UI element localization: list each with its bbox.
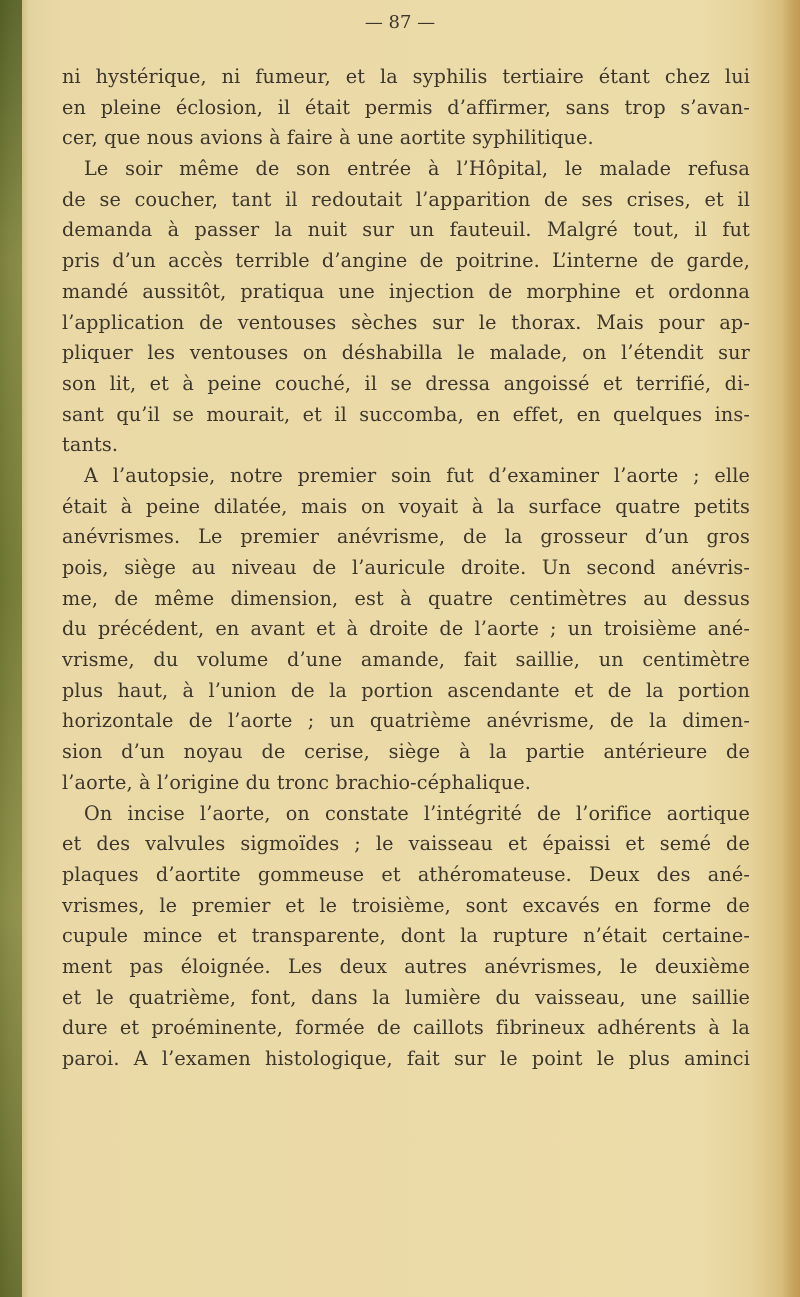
text-line: pliquer les ventouses on déshabilla le malade, on l’étendit sur <box>62 341 750 365</box>
text-line: cer, que nous avions à faire à une aortite syphilitique. <box>62 126 594 150</box>
book-spine-shadow <box>0 0 22 1297</box>
text-line: de se coucher, tant il redoutait l’apparition de ses crises, et il <box>62 187 750 211</box>
text-line: dure et proéminente, formée de caillots fibrineux adhérents à la <box>62 1016 750 1040</box>
text-line: cupule mince et transparente, dont la rupture n’était certaine- <box>62 924 750 948</box>
text-line: mandé aussitôt, pratiqua une injection de morphine et ordonna <box>62 279 750 303</box>
text-line: paroi. A l’examen histologique, fait sur le point le plus aminci <box>62 1047 750 1070</box>
text-line: l’aorte, à l’origine du tronc brachio-céphalique. <box>62 770 531 794</box>
text-line: On incise l’aorte, on constate l’intégrité de l’orifice aortique <box>84 801 750 825</box>
text-line: vrismes, le premier et le troisième, sont excavés en forme de <box>62 893 750 917</box>
text-line: sion d’un noyau de cerise, siège à la partie antérieure de <box>62 740 750 764</box>
body-text <box>62 62 750 1075</box>
text-line: pris d’un accès terrible d’angine de poitrine. L’interne de garde, <box>62 249 750 273</box>
page-edge-shadow <box>782 0 800 1297</box>
text-line: en pleine éclosion, il était permis d’affirmer, sans trop s’avan- <box>62 95 750 119</box>
text-line: pois, siège au niveau de l’auricule droite. Un second anévris- <box>62 556 750 579</box>
text-line: me, de même dimension, est à quatre centimètres au dessus <box>62 586 750 610</box>
text-line: était à peine dilatée, mais on voyait à la surface quatre petits <box>62 494 750 518</box>
text-line: demanda à passer la nuit sur un fauteuil. Malgré tout, il fut <box>62 218 750 242</box>
text-line: ni hystérique, ni fumeur, et la syphilis tertiaire étant chez lui <box>62 65 750 88</box>
text-line: A l’autopsie, notre premier soin fut d’examiner l’aorte ; elle <box>84 463 750 487</box>
text-line: l’application de ventouses sèches sur le thorax. Mais pour ap- <box>62 310 750 334</box>
text-line: plaques d’aortite gommeuse et athéromateuse. Deux des ané- <box>62 862 750 886</box>
text-line: et des valvules sigmoïdes ; le vaisseau et épaissi et semé de <box>62 832 750 856</box>
text-line: sant qu’il se mourait, et il succomba, en effet, en quelques ins- <box>62 402 750 426</box>
text-line: vrisme, du volume d’une amande, fait saillie, un centimètre <box>62 648 750 672</box>
text-line: anévrismes. Le premier anévrisme, de la grosseur d’un gros <box>62 525 750 549</box>
text-line: du précédent, en avant et à droite de l’aorte ; un troisième ané- <box>62 617 750 641</box>
text-line: tants. <box>62 433 119 457</box>
text-line: et le quatrième, font, dans la lumière du vaisseau, une saillie <box>62 985 750 1009</box>
text-line: ment pas éloignée. Les deux autres anévrismes, le deuxième <box>62 954 750 978</box>
page-number: — 87 — <box>364 12 436 33</box>
text-line: son lit, et à peine couché, il se dressa angoissé et terrifié, di- <box>62 371 750 395</box>
text-line: horizontale de l’aorte ; un quatrième anévrisme, de la dimen- <box>62 709 750 733</box>
text-line: Le soir même de son entrée à l’Hôpital, le malade refusa <box>84 157 750 181</box>
text-line: plus haut, à l’union de la portion ascendante et de la portion <box>62 678 750 702</box>
